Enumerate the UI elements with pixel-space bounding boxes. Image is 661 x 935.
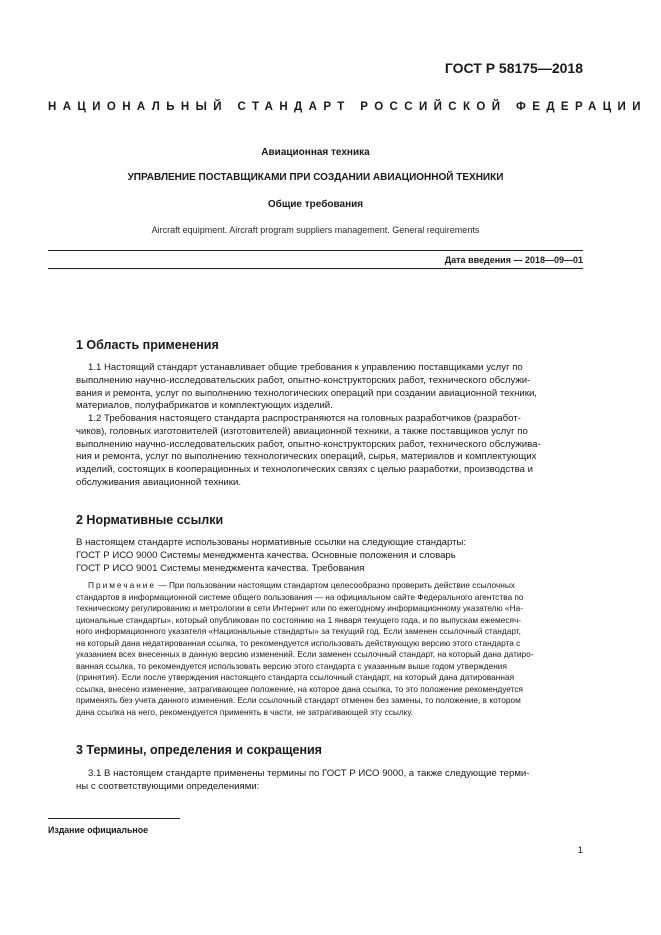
section-1-paragraph-1	[76, 362, 583, 413]
text-line: обслуживания авиационной техники.	[76, 476, 242, 488]
text-line: материалов, полуфабрикатов и комплектующих изделий.	[76, 400, 333, 412]
text-line: 1.2 Требования настоящего стандарта распространяются на головных разработчиков (разработ-	[88, 413, 521, 424]
document-subject: Авиационная техника	[261, 147, 370, 158]
section-2-heading: 2 Нормативные ссылки	[76, 513, 224, 527]
text-line: ссылка, внесено изменение, затрагивающее положение, на которое дана ссылка, то это положение рекомендуется	[76, 683, 523, 694]
section-2-note	[76, 580, 583, 718]
reference-gost-9000: ГОСТ Р ИСО 9000 Системы менеджмента качества. Основные положения и словарь	[76, 549, 456, 561]
divider-bottom	[48, 268, 583, 269]
reference-gost-9001: ГОСТ Р ИСО 9001 Системы менеджмента качества. Требования	[76, 562, 365, 574]
text-line: выполнению научно-исследовательских работ, опытно-конструкторских работ, технического обслужи-	[76, 374, 531, 386]
text-line: применять без учета данного изменения. Если ссылочный стандарт отменен без замены, то положение, в котором	[76, 695, 521, 705]
text-line: вания и ремонта, услуг по выполнению технологических операций при создании авиационной техники,	[76, 387, 537, 399]
text-line: стандартов в информационной системе общего пользования — на официальном сайте Федерального агентства по	[76, 591, 524, 602]
text-line: ния и ремонта, услуг по выполнению технологических операций, сырья, материалов и комплектующих	[76, 451, 537, 463]
introduction-date: Дата введения — 2018—09—01	[444, 255, 583, 265]
text-line: (принятия). Если после утверждения настоящего стандарта ссылочный стандарт, на который дана датированная	[76, 672, 515, 682]
english-title: Aircraft equipment. Aircraft program suppliers management. General requirements	[151, 225, 480, 235]
national-standard-banner: НАЦИОНАЛЬНЫЙ СТАНДАРТ РОССИЙСКОЙ ФЕДЕРАЦИИ	[48, 101, 647, 113]
text-line: 1.1 Настоящий стандарт устанавливает общие требования к управлению поставщиками услуг по	[88, 362, 523, 373]
document-code: ГОСТ Р 58175—2018	[444, 60, 583, 76]
text-line: указанием всех внесенных в данную версию изменений. Если заменен ссылочный стандарт, на который дана датиро-	[76, 649, 534, 659]
text-line: ного информационного указателя «Национальные стандарты» за текущий год. Если заменен ссылочный стандарт,	[76, 626, 521, 636]
text-line: выполнению научно-исследовательских работ, опытно-конструкторских работ, технического обслужива-	[76, 438, 541, 450]
document-subtitle: Общие требования	[267, 199, 364, 210]
section-1-paragraph-2	[76, 413, 583, 490]
footer-divider	[48, 818, 180, 819]
section-3-heading: 3 Термины, определения и сокращения	[76, 743, 322, 757]
section-3-paragraph	[76, 768, 583, 794]
text-line: ванная ссылка, то рекомендуется использовать версию этого стандарта с указанным выше годом утверждения	[76, 660, 507, 671]
text-line: дана ссылка на него, рекомендуется применять в части, не затрагивающей эту ссылку.	[76, 706, 414, 717]
text-line	[76, 580, 583, 592]
text-line: изделий, состоящих в кооперационных и технологических связях с целью разработки, производства и	[76, 464, 533, 476]
text-line: техническому регулированию и метрологии в сети Интернет или по ежегодному информационному указателю «На-	[76, 603, 524, 613]
text-line: ны с соответствующими определениями:	[76, 780, 260, 792]
section-2-references	[76, 537, 583, 575]
page-number: 1	[577, 845, 583, 856]
text-line: 3.1 В настоящем стандарте применены термины по ГОСТ Р ИСО 9000, а также следующие терми-	[88, 768, 530, 779]
divider-top	[48, 250, 583, 251]
edition-label: Издание официальное	[48, 825, 148, 835]
text-line: чиков), головных изготовителей (изготовителей) авиационной техники, а также поставщиков услуг по	[76, 425, 528, 437]
text-line: на который дана недатированная ссылка, то рекомендуется использовать действующую версию этого стандарта с	[76, 637, 521, 648]
note-text: — При пользовании настоящим стандартом целесообразно проверить действие ссылочных	[156, 580, 515, 590]
note-label: Примечание	[88, 580, 157, 590]
document-title: УПРАВЛЕНИЕ ПОСТАВЩИКАМИ ПРИ СОЗДАНИИ АВИАЦИОННОЙ ТЕХНИКИ	[127, 172, 504, 183]
text-line: В настоящем стандарте использованы нормативные ссылки на следующие стандарты:	[76, 537, 467, 548]
section-1-heading: 1 Область применения	[76, 338, 219, 352]
text-line: циональные стандарты», который опубликован по состоянию на 1 января текущего года, и по выпускам ежемесяч-	[76, 614, 522, 625]
